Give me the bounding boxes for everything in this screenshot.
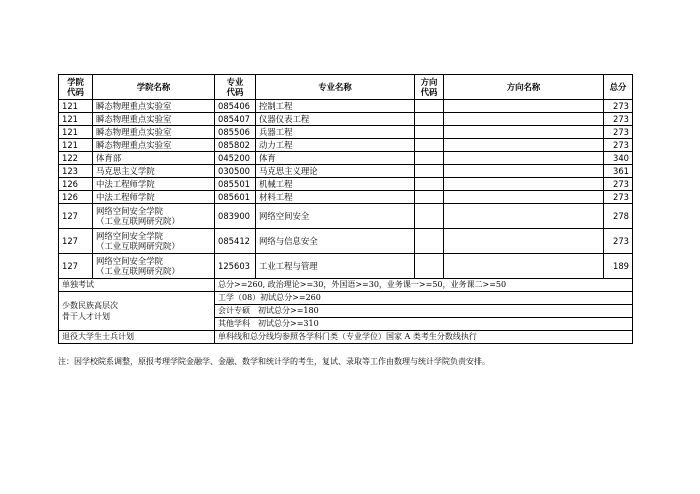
school-name: 中法工程师学院: [93, 191, 215, 204]
school-code: 127: [59, 204, 93, 229]
major-name: 工业工程与管理: [256, 254, 415, 279]
table-row: [59, 204, 633, 229]
direction-code: [415, 113, 444, 126]
school-name: 瞬态物理重点实验室: [93, 100, 215, 113]
direction-name: [444, 152, 604, 165]
independent-exam-value: 总分>=260, 政治理论>=30，外国语>=30，业务课一>=50，业务课二>=50: [215, 279, 633, 292]
minority-plan-row: [59, 292, 633, 305]
school-code: 121: [59, 126, 93, 139]
direction-name: [444, 139, 604, 152]
table-row: [59, 139, 633, 152]
major-code: 085406: [215, 100, 256, 113]
school-code: 121: [59, 100, 93, 113]
footnote: 注：因学校院系调整，原报考理学院金融学、金融、数学和统计学的考生，复试、录取等工作由数理与统计学院负责安排。: [58, 357, 490, 366]
direction-code: [415, 126, 444, 139]
table-row: [59, 126, 633, 139]
major-name: 材料工程: [256, 191, 415, 204]
school-code: 122: [59, 152, 93, 165]
school-code: 121: [59, 139, 93, 152]
total-score: 273: [604, 229, 633, 254]
table-row: [59, 152, 633, 165]
major-code: 085501: [215, 178, 256, 191]
table-row: [59, 100, 633, 113]
major-code: 030500: [215, 165, 256, 178]
header-major-name: 专业名称: [256, 75, 415, 100]
direction-code: [415, 100, 444, 113]
direction-name: [444, 178, 604, 191]
minority-plan-label: 少数民族高层次 骨干人才计划: [59, 292, 215, 331]
total-score: 273: [604, 126, 633, 139]
total-score: 340: [604, 152, 633, 165]
total-score: 361: [604, 165, 633, 178]
total-score: 273: [604, 139, 633, 152]
major-name: 动力工程: [256, 139, 415, 152]
direction-name: [444, 191, 604, 204]
total-score: 189: [604, 254, 633, 279]
header-direction-name: 方向名称: [444, 75, 604, 100]
total-score: 273: [604, 113, 633, 126]
school-name: 网络空间安全学院 （工业互联网研究院）: [93, 204, 215, 229]
direction-code: [415, 178, 444, 191]
major-code: 085601: [215, 191, 256, 204]
veteran-plan-label: 退役大学生士兵计划: [59, 331, 215, 344]
school-name: 瞬态物理重点实验室: [93, 126, 215, 139]
table-row: [59, 178, 633, 191]
school-name: 网络空间安全学院 （工业互联网研究院）: [93, 254, 215, 279]
minority-plan-item: 工学（08）初试总分>=260: [215, 292, 633, 305]
direction-name: [444, 204, 604, 229]
direction-code: [415, 191, 444, 204]
direction-name: [444, 229, 604, 254]
major-name: 控制工程: [256, 100, 415, 113]
major-name: 网络与信息安全: [256, 229, 415, 254]
header-school-name: 学院名称: [93, 75, 215, 100]
school-code: 127: [59, 229, 93, 254]
school-name: 网络空间安全学院 （工业互联网研究院）: [93, 229, 215, 254]
direction-code: [415, 204, 444, 229]
header-school-code: 学院 代码: [59, 75, 93, 100]
header-row: [59, 75, 633, 100]
total-score: 278: [604, 204, 633, 229]
total-score: 273: [604, 100, 633, 113]
major-code: 085407: [215, 113, 256, 126]
school-name: 瞬态物理重点实验室: [93, 113, 215, 126]
direction-name: [444, 126, 604, 139]
major-name: 马克思主义理论: [256, 165, 415, 178]
major-name: 兵器工程: [256, 126, 415, 139]
major-name: 仪器仪表工程: [256, 113, 415, 126]
major-name: 体育: [256, 152, 415, 165]
direction-name: [444, 254, 604, 279]
table-row: [59, 229, 633, 254]
major-code: 125603: [215, 254, 256, 279]
table-row: [59, 254, 633, 279]
school-name: 马克思主义学院: [93, 165, 215, 178]
table-row: [59, 165, 633, 178]
school-code: 126: [59, 178, 93, 191]
school-name: 中法工程师学院: [93, 178, 215, 191]
direction-code: [415, 139, 444, 152]
major-code: 085506: [215, 126, 256, 139]
veteran-plan-row: [59, 331, 633, 344]
score-table: [58, 74, 633, 344]
major-code: 085802: [215, 139, 256, 152]
independent-exam-label: 单独考试: [59, 279, 215, 292]
major-name: 网络空间安全: [256, 204, 415, 229]
school-name: 瞬态物理重点实验室: [93, 139, 215, 152]
school-name: 体育部: [93, 152, 215, 165]
total-score: 273: [604, 191, 633, 204]
school-code: 126: [59, 191, 93, 204]
total-score: 273: [604, 178, 633, 191]
school-code: 121: [59, 113, 93, 126]
school-code: 123: [59, 165, 93, 178]
table-row: [59, 113, 633, 126]
major-name: 机械工程: [256, 178, 415, 191]
direction-code: [415, 254, 444, 279]
minority-plan-item: 其他学科 初试总分>=310: [215, 318, 633, 331]
direction-name: [444, 165, 604, 178]
direction-code: [415, 229, 444, 254]
header-direction-code: 方向 代码: [415, 75, 444, 100]
header-total: 总分: [604, 75, 633, 100]
school-code: 127: [59, 254, 93, 279]
independent-exam-row: [59, 279, 633, 292]
direction-code: [415, 165, 444, 178]
header-major-code: 专业 代码: [215, 75, 256, 100]
direction-code: [415, 152, 444, 165]
major-code: 045200: [215, 152, 256, 165]
table-row: [59, 191, 633, 204]
direction-name: [444, 100, 604, 113]
direction-name: [444, 113, 604, 126]
veteran-plan-value: 单科线和总分线均参照各学科门类（专业学位）国家 A 类考生分数线执行: [215, 331, 633, 344]
minority-plan-item: 会计专硕 初试总分>=180: [215, 305, 633, 318]
major-code: 083900: [215, 204, 256, 229]
major-code: 085412: [215, 229, 256, 254]
